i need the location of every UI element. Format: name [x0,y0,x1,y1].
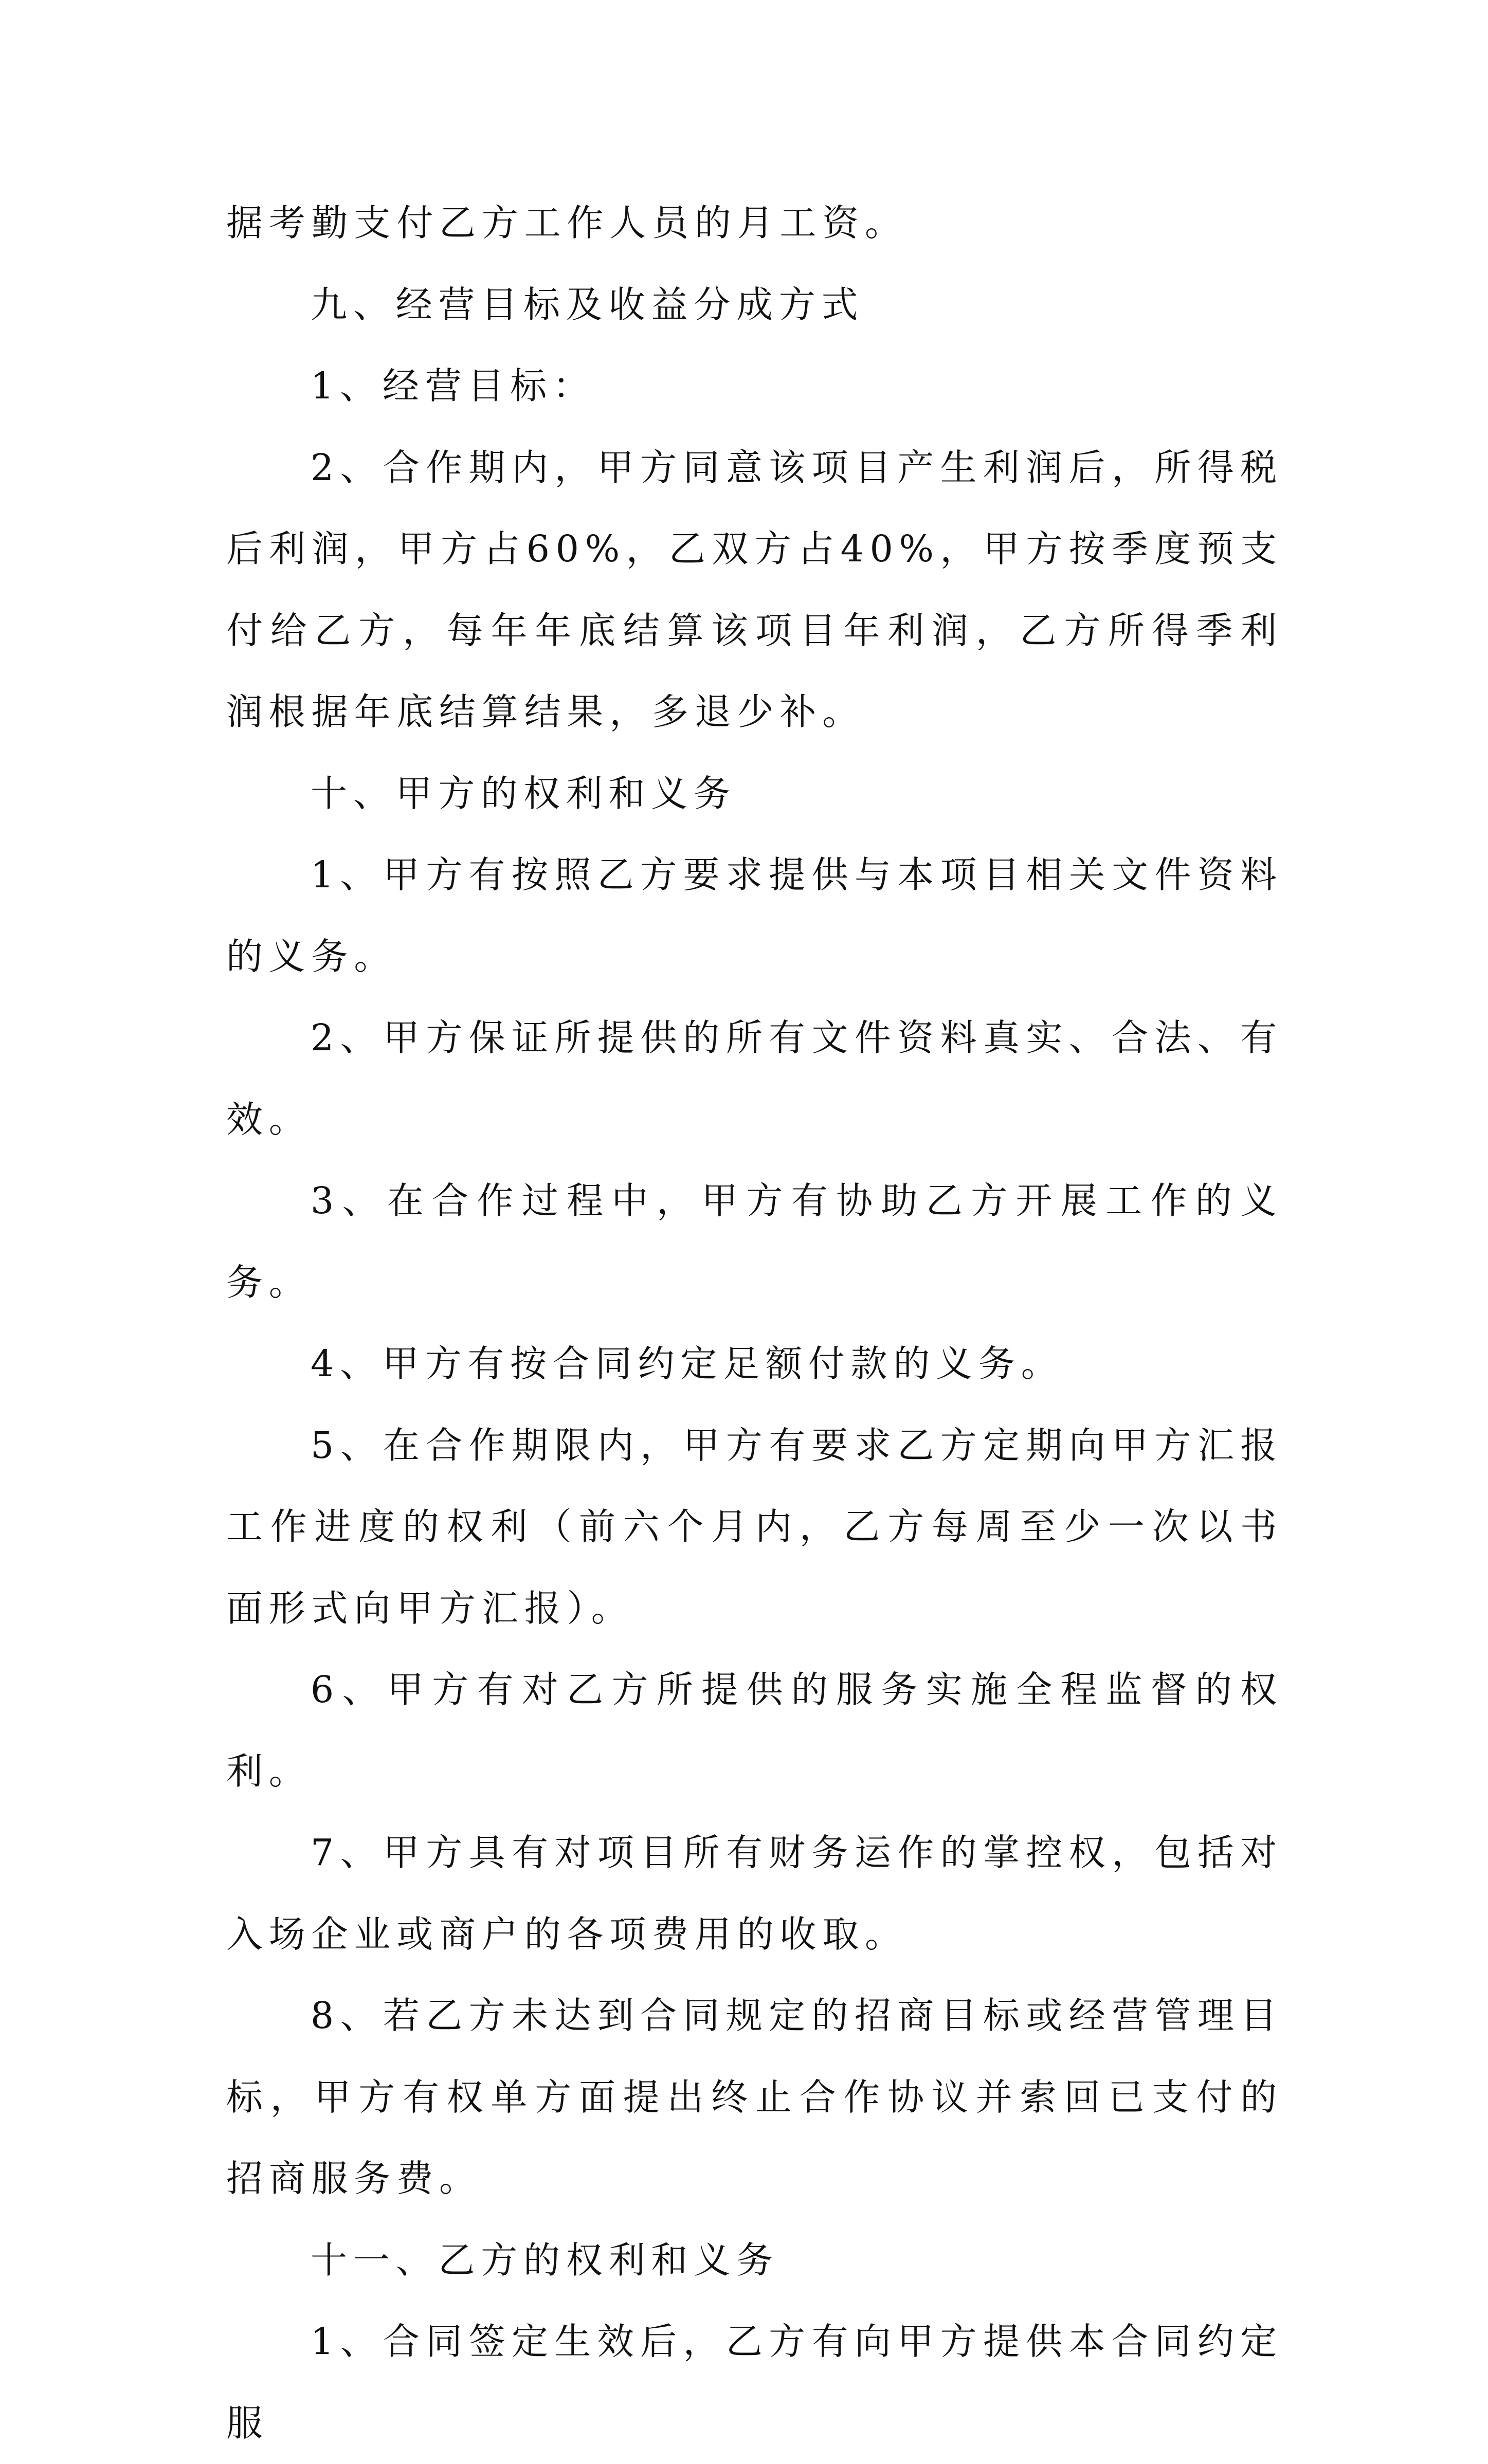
clause-10-6: 6、甲方有对乙方所提供的服务实施全程监督的权利。 [226,1668,1283,1793]
clause-9-2: 2、合作期内，甲方同意该项目产生利润后，所得税后利润，甲方占60%，乙双方占40%，甲方按季度预支付给乙方，每年年底结算该项目年利润，乙方所得季利润根据年底结算结果，多退少补。 [226,446,1283,733]
section-heading-10: 十、甲方的权利和义务 [311,772,737,815]
section-heading-9: 九、经营目标及收益分成方式 [311,283,864,326]
clause-9-1: 1、经营目标： [311,364,595,407]
clause-11-1: 1、合同签定生效后，乙方有向甲方提供本合同约定服 [226,2320,1283,2444]
paragraph-salary-continuation: 据考勤支付乙方工作人员的月工资。 [226,202,908,244]
clause-10-7: 7、甲方具有对项目所有财务运作的掌控权，包括对入场企业或商户的各项费用的收取。 [226,1831,1283,1956]
clause-10-4: 4、甲方有按合同约定足额付款的义务。 [311,1342,1064,1385]
clause-10-2: 2、甲方保证所提供的所有文件资料真实、合法、有效。 [226,1016,1283,1141]
clause-10-5: 5、在合作期限内，甲方有要求乙方定期向甲方汇报工作进度的权利（前六个月内，乙方每周至少一次以书面形式向甲方汇报）。 [226,1423,1283,1630]
document-body [226,182,1283,2464]
clause-10-3: 3、在合作过程中，甲方有协助乙方开展工作的义务。 [226,1179,1283,1304]
section-heading-11: 十一、乙方的权利和义务 [311,2238,779,2282]
clause-10-8: 8、若乙方未达到合同规定的招商目标或经营管理目标，甲方有权单方面提出终止合作协议并索回已支付的招商服务费。 [226,1994,1283,2200]
clause-10-1: 1、甲方有按照乙方要求提供与本项目相关文件资料的义务。 [226,853,1283,978]
